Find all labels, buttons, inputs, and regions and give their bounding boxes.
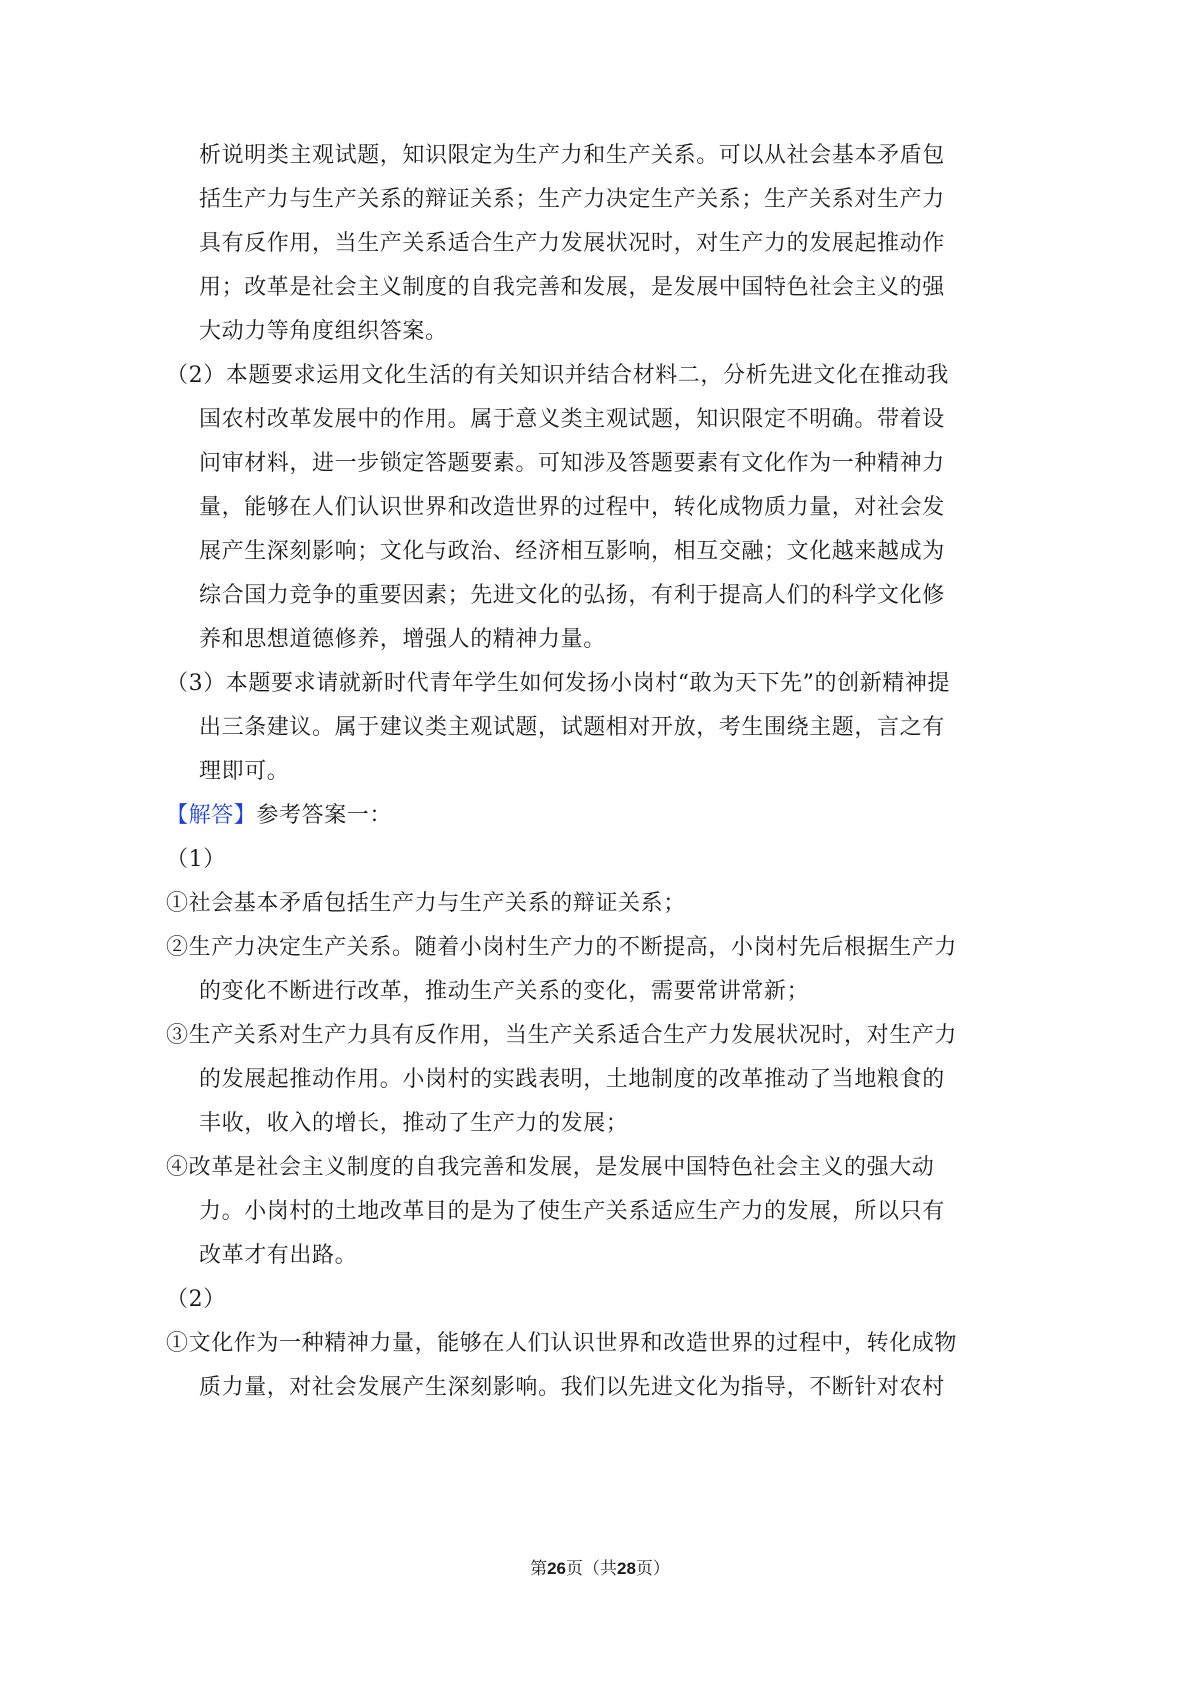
answer-heading: [166, 801, 392, 831]
analysis-part2-line: 量，能够在人们认识世界和改造世界的过程中，转化成物质力量，对社会发: [199, 495, 945, 520]
footer-page-number: 26: [547, 1559, 566, 1578]
answer-item-2: ②生产力决定生产关系。随着小岗村生产力的不断提高，小岗村先后根据生产力: [166, 935, 958, 960]
footer-suffix: 页）: [635, 1559, 670, 1579]
analysis-part2-line: 展产生深刻影响；文化与政治、经济相互影响，相互交融；文化越来越成为: [199, 539, 945, 564]
answer-item-3-cont: 丰收，收入的增长，推动了生产力的发展；: [199, 1111, 629, 1136]
footer-middle: 页（共: [566, 1559, 617, 1579]
question-1-label: （1）: [166, 847, 226, 872]
answer2-item-1-cont: 质力量，对社会发展产生深刻影响。我们以先进文化为指导，不断针对农村: [199, 1375, 945, 1400]
answer-tag: 【解答】: [166, 803, 257, 828]
answer-item-2-cont: 的变化不断进行改革，推动生产关系的变化，需要常讲常新；: [199, 979, 810, 1004]
analysis-part2-line: 国农村改革发展中的作用。属于意义类主观试题，知识限定不明确。带着设: [199, 407, 945, 432]
analysis-text-line: 括生产力与生产关系的辩证关系；生产力决定生产关系；生产关系对生产力: [199, 187, 945, 212]
page-footer: [0, 1558, 1200, 1580]
analysis-text-line: 析说明类主观试题，知识限定为生产力和生产关系。可以从社会基本矛盾包: [199, 143, 945, 168]
answer-item-3-cont: 的发展起推动作用。小岗村的实践表明，土地制度的改革推动了当地粮食的: [199, 1067, 945, 1092]
analysis-part2-line: （2）本题要求运用文化生活的有关知识并结合材料二，分析先进文化在推动我: [166, 363, 949, 388]
analysis-part2-line: 综合国力竞争的重要因素；先进文化的弘扬，有利于提高人们的科学文化修: [199, 583, 945, 608]
analysis-part2-line: 问审材料，进一步锁定答题要素。可知涉及答题要素有文化作为一种精神力: [199, 451, 945, 476]
analysis-part2-line: 养和思想道德修养，增强人的精神力量。: [199, 627, 606, 652]
analysis-part3-line: 出三条建议。属于建议类主观试题，试题相对开放，考生围绕主题，言之有: [199, 715, 945, 740]
answer-item-1: ①社会基本矛盾包括生产力与生产关系的辩证关系；: [166, 891, 686, 916]
question-2-label: （2）: [166, 1287, 226, 1312]
footer-prefix: 第: [530, 1559, 548, 1579]
analysis-text-line: 用；改革是社会主义制度的自我完善和发展，是发展中国特色社会主义的强: [199, 275, 945, 300]
answer-item-4-cont: 力。小岗村的土地改革目的是为了使生产关系适应生产力的发展，所以只有: [199, 1199, 945, 1224]
answer2-item-1: ①文化作为一种精神力量，能够在人们认识世界和改造世界的过程中，转化成物: [166, 1331, 958, 1356]
footer-total-pages: 28: [617, 1559, 636, 1578]
answer-item-3: ③生产关系对生产力具有反作用，当生产关系适合生产力发展状况时，对生产力: [166, 1023, 958, 1048]
analysis-part3-line: 理即可。: [199, 759, 290, 784]
answer-intro: 参考答案一：: [256, 803, 393, 828]
analysis-text-line: 大动力等角度组织答案。: [199, 319, 448, 344]
answer-item-4: ④改革是社会主义制度的自我完善和发展，是发展中国特色社会主义的强大动: [166, 1155, 935, 1180]
analysis-text-line: 具有反作用，当生产关系适合生产力发展状况时，对生产力的发展起推动作: [199, 231, 945, 256]
answer-item-4-cont: 改革才有出路。: [199, 1243, 358, 1268]
analysis-part3-line: （3）本题要求请就新时代青年学生如何发扬小岗村“敢为天下先”的创新精神提: [166, 671, 951, 696]
